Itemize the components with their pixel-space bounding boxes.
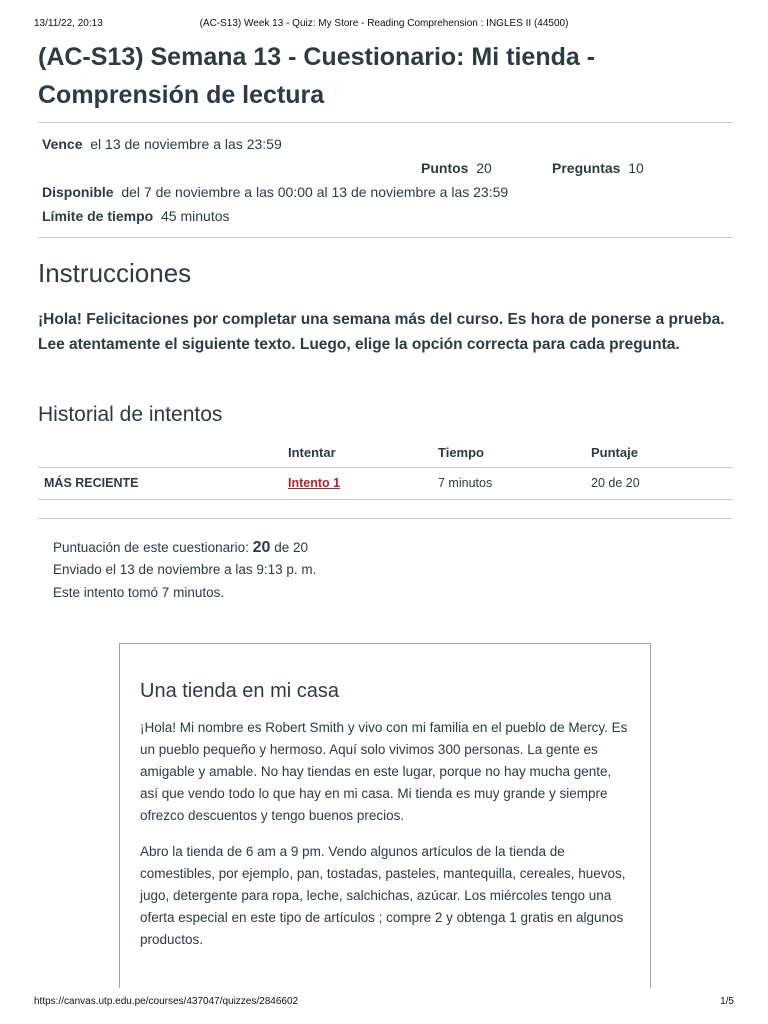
table-row [38, 467, 732, 499]
score-total: de 20 [274, 539, 309, 555]
instructions-heading: Instrucciones [38, 258, 192, 288]
score-value: 20 [252, 538, 271, 556]
available-value: del 7 de noviembre a las 00:00 al 13 de noviembre a las 23:59 [121, 184, 509, 200]
print-page-title: (AC-S13) Week 13 - Quiz: My Store - Reading Comprehension : INGLES II (44500) [199, 18, 569, 29]
reading-paragraph-2: Abro la tienda de 6 am a 9 pm. Vendo algunos artículos de la tienda de comestibles, por ejemplo, pan, tostadas, pasteles, mantequilla, cereales, huevos, jugo, detergente para ropa, leche, salchichas, azúcar. Los miércoles tengo una oferta especial en este tipo de artículos ; compre 2 y obtenga 1 gratis en algunos productos. [140, 844, 626, 947]
questions-label: Preguntas [552, 160, 621, 176]
attempt-score: 20 de 20 [591, 467, 732, 499]
attempt-history-table [38, 439, 732, 500]
print-footer [0, 988, 768, 1024]
print-date: 13/11/22, 20:13 [34, 18, 103, 29]
quiz-title [38, 38, 732, 114]
column-header-attempt: Intentar [288, 445, 336, 461]
quiz-details [38, 123, 732, 237]
table-header-row [38, 439, 732, 467]
score-summary [38, 519, 732, 605]
print-url: https://canvas.utp.edu.pe/courses/437047/quizzes/2846602 [34, 996, 299, 1007]
time-limit-value: 45 minutos [161, 208, 230, 224]
column-header-time: Tiempo [438, 445, 484, 461]
divider [38, 237, 732, 238]
reading-paragraph-1: ¡Hola! Mi nombre es Robert Smith y vivo con mi familia en el pueblo de Mercy. Es un pueblo pequeño y hermoso. Aquí solo vivimos 300 personas. La gente es amigable y amable. No hay tiendas en este lugar, porque no hay mucha gente, así que vendo todo lo que hay en mi casa. Mi tienda es muy grande y siempre ofrezco descuentos y tengo buenos precios. [140, 720, 628, 823]
column-header-score: Puntaje [591, 445, 638, 461]
points-value: 20 [476, 160, 492, 176]
due-value: el 13 de noviembre a las 23:59 [90, 136, 282, 152]
print-page-number: 1/5 [720, 996, 734, 1007]
submitted-text: Enviado el 13 de noviembre a las 9:13 p. m. [53, 562, 317, 577]
quiz-content [38, 38, 732, 604]
attempt-1-link[interactable]: Intento 1 [288, 476, 341, 490]
attempt-history-heading: Historial de intentos [38, 403, 223, 426]
reading-title: Una tienda en mi casa [140, 680, 340, 702]
most-recent-label: MÁS RECIENTE [38, 467, 288, 499]
time-limit-label: Límite de tiempo [42, 208, 154, 224]
questions-value: 10 [628, 160, 644, 176]
score-label: Puntuación de este cuestionario: [53, 539, 249, 555]
print-header [0, 0, 768, 36]
instructions-text: ¡Hola! Felicitaciones por completar una semana más del curso. Es hora de ponerse a prueba. Lee atentamente el siguiente texto. Luego, elige la opción correcta para cada pregunta. [38, 311, 725, 353]
reading-passage [119, 643, 651, 988]
quiz-title-line2: Comprensión de lectura [38, 81, 325, 109]
quiz-title-line1: (AC-S13) Semana 13 - Cuestionario: Mi tienda - [38, 43, 596, 71]
attempt-time: 7 minutos [438, 467, 591, 499]
duration-text: Este intento tomó 7 minutos. [53, 584, 225, 600]
due-label: Vence [42, 136, 83, 152]
points-label: Puntos [421, 160, 469, 176]
column-header-label [38, 439, 288, 467]
available-label: Disponible [42, 184, 114, 200]
